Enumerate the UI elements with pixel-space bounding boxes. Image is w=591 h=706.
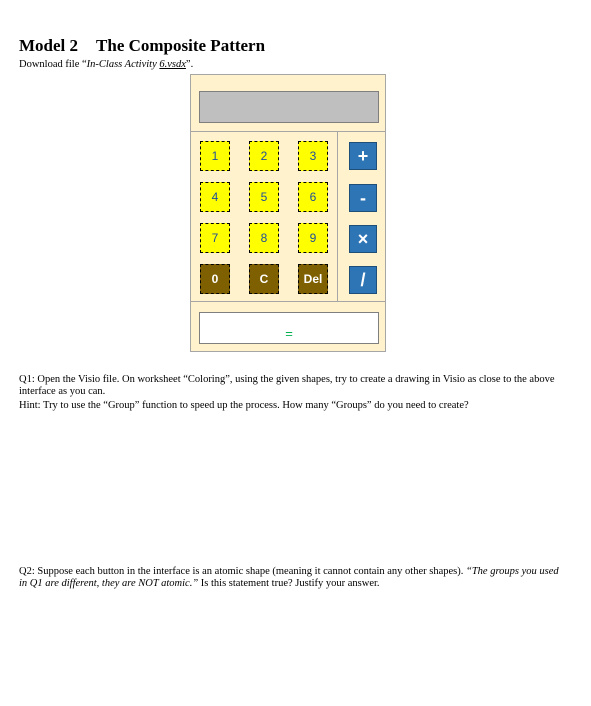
divider <box>337 132 338 301</box>
download-file-link[interactable]: 6.vsdx <box>159 59 186 70</box>
pattern-title: The Composite Pattern <box>96 36 266 55</box>
section-title <box>19 36 265 56</box>
key-2: 2 <box>249 141 279 171</box>
question-2-lead: Q2: Suppose each button in the interface is an atomic shape (meaning it cannot contain any other shapes). <box>19 566 466 577</box>
download-prefix: Download file “ <box>19 59 87 70</box>
divider <box>191 131 385 132</box>
question-2-quote: “The groups you used in Q1 are different, they are NOT atomic.” <box>19 566 559 589</box>
key-6: 6 <box>298 182 328 212</box>
equals-sign: = <box>285 326 293 341</box>
question-1-hint: Hint: Try to use the “Group” function to speed up the process. How many “Groups” do you need to create? <box>19 400 469 411</box>
key-plus: + <box>349 142 377 170</box>
result-box <box>199 312 379 344</box>
key-minus: - <box>349 184 377 212</box>
download-instruction <box>19 59 193 70</box>
key-1: 1 <box>200 141 230 171</box>
question-1-text: Q1: Open the Visio file. On worksheet “Coloring”, using the given shapes, try to create a drawing in Visio as close to the above interface as you can. <box>19 374 555 397</box>
key-9: 9 <box>298 223 328 253</box>
question-2-tail: Is this statement true? Justify your answer. <box>198 578 380 589</box>
key-3: 3 <box>298 141 328 171</box>
key-clear: C <box>249 264 279 294</box>
key-7: 7 <box>200 223 230 253</box>
key-0: 0 <box>200 264 230 294</box>
question-1 <box>19 374 567 412</box>
model-label: Model 2 <box>19 36 79 55</box>
key-divide: / <box>349 266 377 294</box>
key-5: 5 <box>249 182 279 212</box>
calculator-display <box>199 91 379 123</box>
key-8: 8 <box>249 223 279 253</box>
key-multiply: × <box>349 225 377 253</box>
download-file-name: In-Class Activity <box>86 59 160 70</box>
divider <box>191 301 385 302</box>
calculator-figure <box>190 74 386 352</box>
key-4: 4 <box>200 182 230 212</box>
download-suffix: ”. <box>185 59 194 70</box>
question-2 <box>19 566 567 590</box>
key-delete: Del <box>298 264 328 294</box>
